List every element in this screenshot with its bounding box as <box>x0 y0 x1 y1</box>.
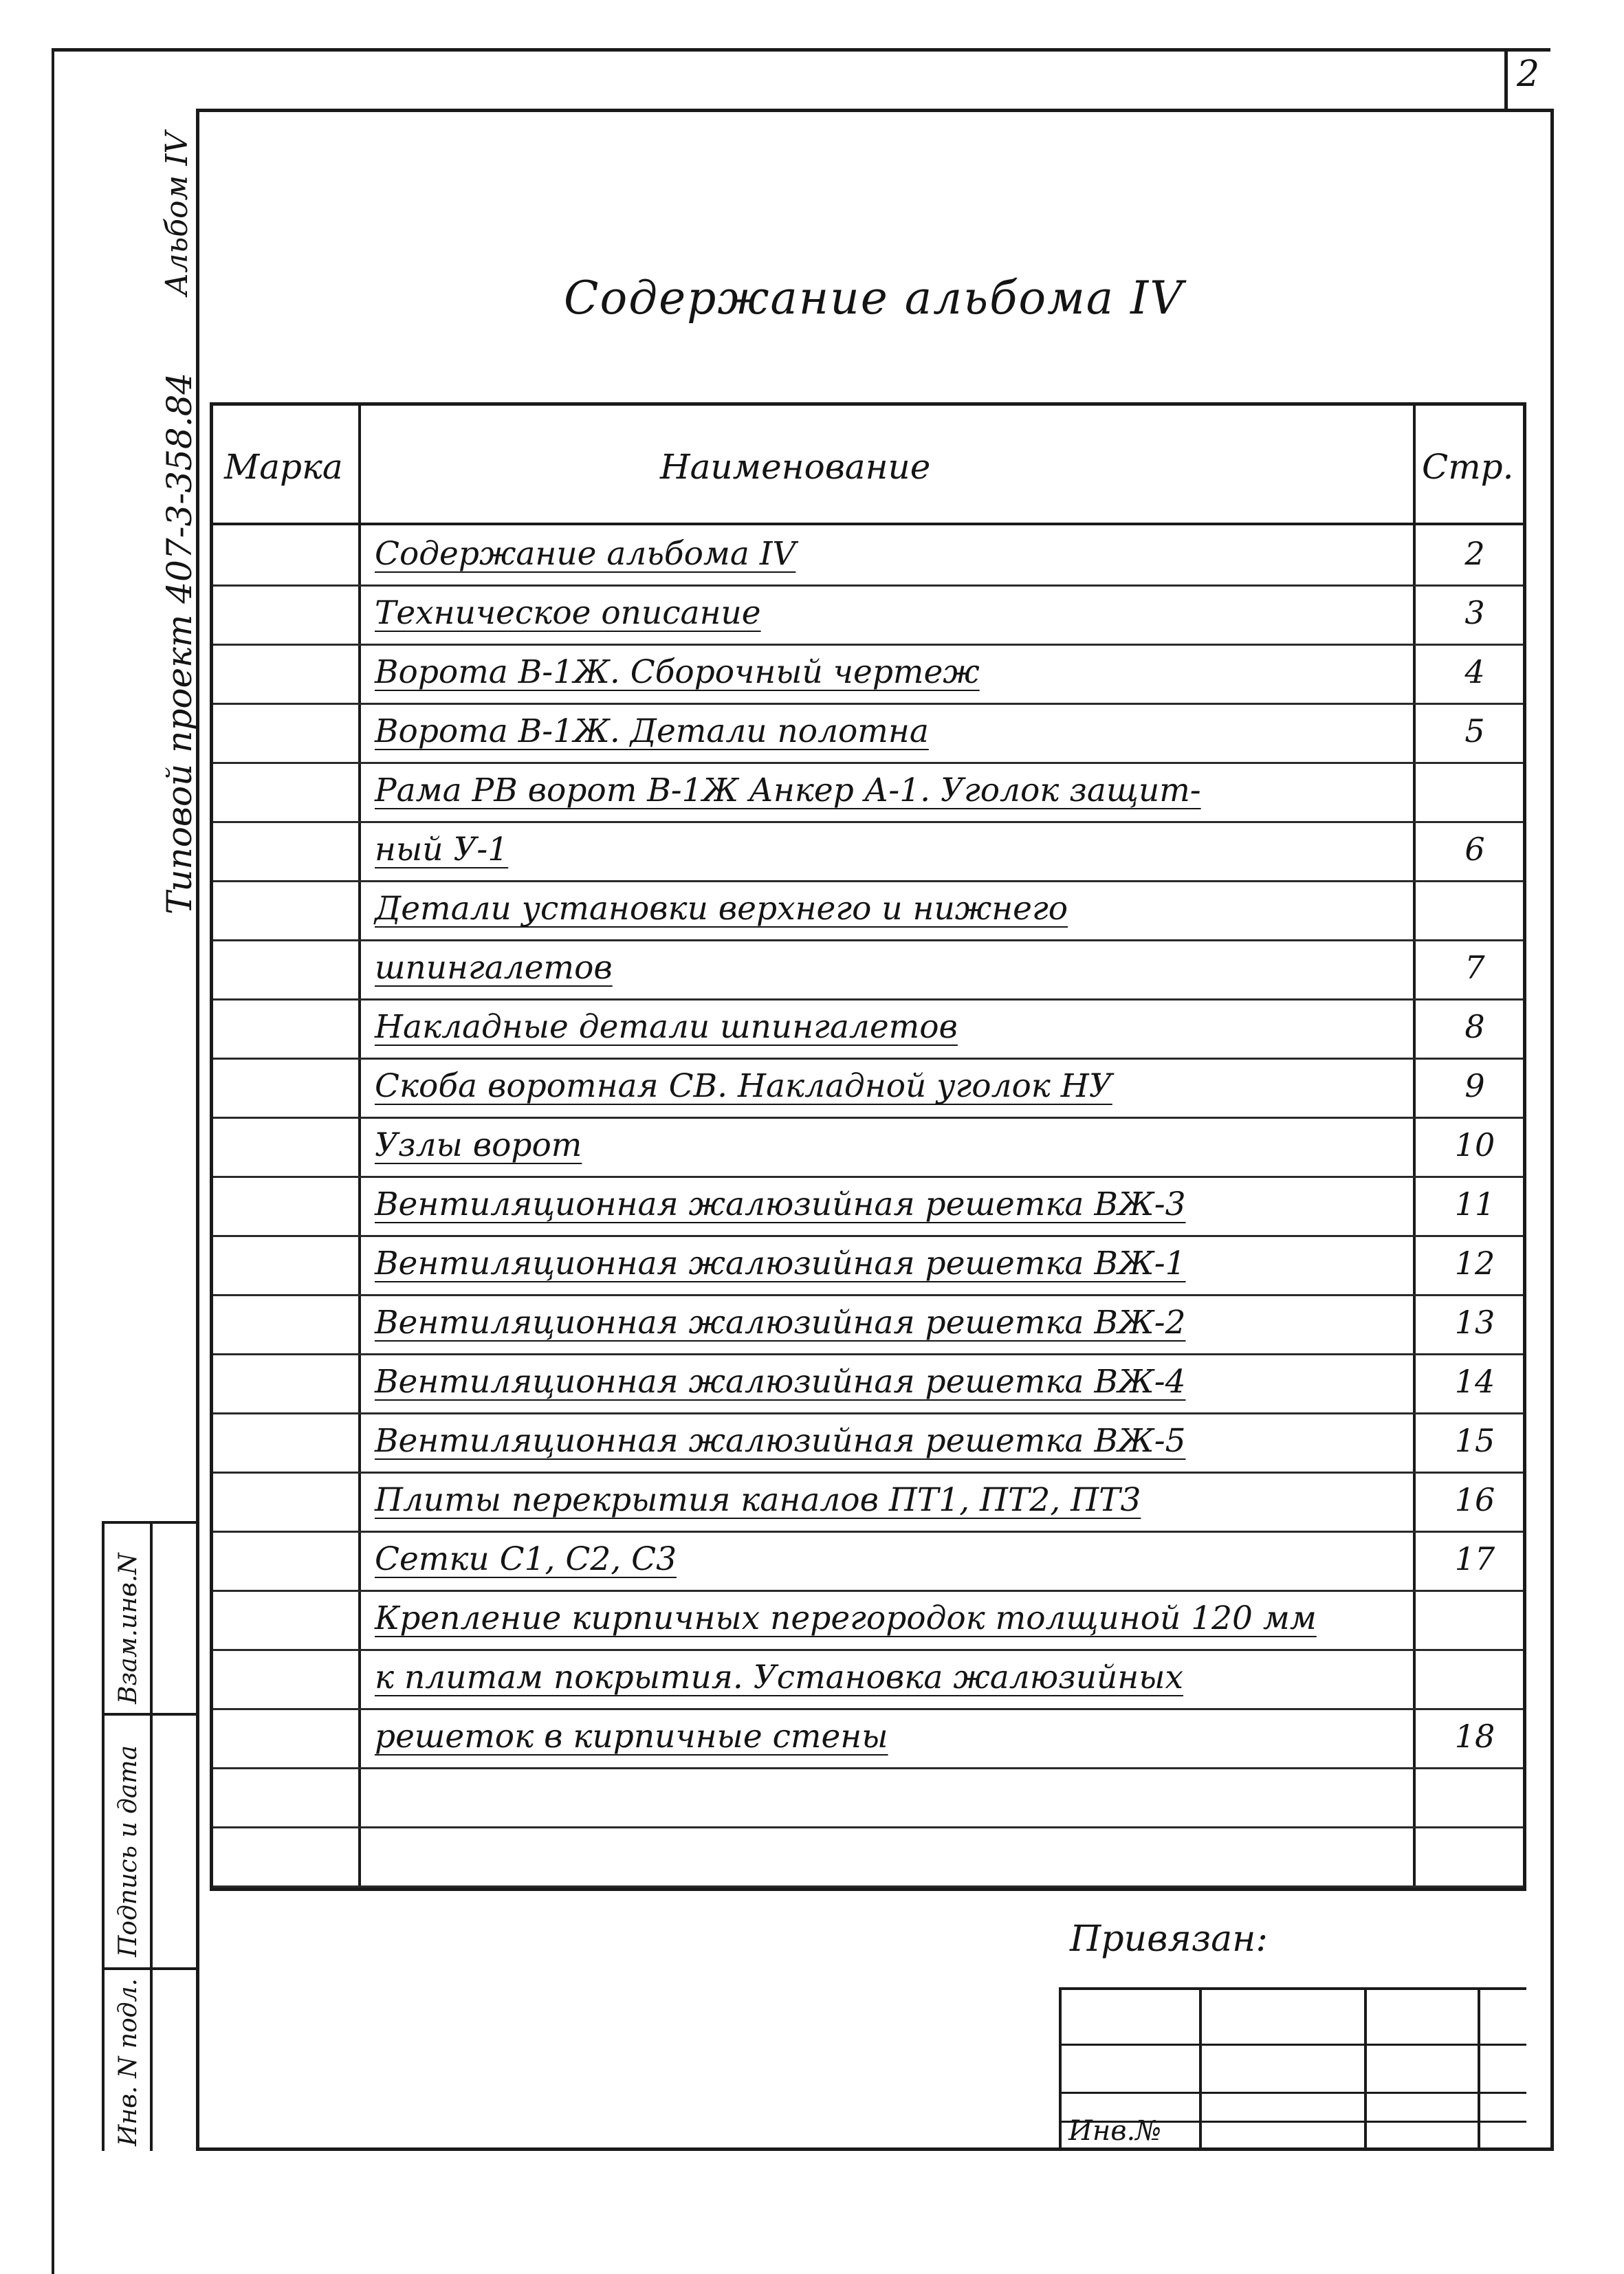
table-row-divider <box>213 703 1523 705</box>
table-row-divider <box>213 1176 1523 1178</box>
table-row-divider <box>213 1531 1523 1533</box>
table-row-divider <box>213 1708 1523 1710</box>
table-row-divider <box>213 1649 1523 1651</box>
stamp-caption: Привязан: <box>1070 1918 1268 1960</box>
header-page: Стр. <box>1422 447 1514 487</box>
table-row-name: ный У-1 <box>375 831 509 868</box>
table-row-divider <box>213 1767 1523 1769</box>
table-row-page: 11 <box>1454 1185 1495 1223</box>
table-row-page: 14 <box>1454 1363 1495 1400</box>
stamp-grid-column <box>1364 1990 1367 2151</box>
stamp-grid-column <box>1199 1990 1202 2151</box>
stamp-grid-line <box>1062 2092 1526 2094</box>
table-row-name: шпингалетов <box>375 949 613 987</box>
column-divider-mark <box>358 406 361 1888</box>
table-row-name: Техническое описание <box>375 594 761 632</box>
table-row-name: Вентиляционная жалюзийная решетка ВЖ-2 <box>375 1304 1186 1342</box>
table-row-name: к плитам покрытия. Установка жалюзийных <box>375 1659 1183 1696</box>
table-row-page: 10 <box>1454 1126 1495 1163</box>
table-row-divider <box>213 1058 1523 1060</box>
document-title: Содержание альбома IV <box>564 272 1184 325</box>
table-row-divider <box>213 584 1523 587</box>
table-row-name: Детали установки верхнего и нижнего <box>375 890 1068 928</box>
table-row-page: 5 <box>1464 712 1485 750</box>
stamp-grid <box>1059 1987 1526 2151</box>
table-row-page: 6 <box>1464 831 1485 868</box>
table-row-divider <box>213 939 1523 941</box>
table-row-name: Узлы ворот <box>375 1126 582 1164</box>
table-row-page: 12 <box>1454 1245 1495 1282</box>
table-row-name: Крепление кирпичных перегородок толщиной 120 мм <box>375 1599 1317 1637</box>
column-divider-page <box>1413 406 1416 1888</box>
table-row-divider <box>213 1235 1523 1237</box>
table-row-divider <box>213 1472 1523 1474</box>
table-row-divider <box>213 1117 1523 1119</box>
page-number: 2 <box>1517 54 1540 95</box>
strip-separator <box>105 1713 199 1716</box>
inventory-number-label: Инв.№ <box>1068 2115 1162 2147</box>
strip-label-original-inv: Инв. N подл. <box>114 1978 142 2146</box>
table-row-divider <box>213 821 1523 823</box>
table-row-page: 18 <box>1454 1718 1495 1755</box>
table-row-name: Вентиляционная жалюзийная решетка ВЖ-1 <box>375 1245 1186 1282</box>
binding-stamp <box>1059 1905 1526 2151</box>
table-row-name: Ворота В-1Ж. Сборочный чертеж <box>375 653 980 691</box>
header-name: Наименование <box>660 447 931 487</box>
table-row-page: 17 <box>1454 1540 1495 1577</box>
table-row-page: 8 <box>1464 1008 1485 1045</box>
table-row-page: 16 <box>1454 1481 1495 1518</box>
table-row-page: 9 <box>1464 1067 1485 1104</box>
stamp-grid-line <box>1062 2044 1526 2046</box>
table-row-page: 13 <box>1454 1304 1495 1341</box>
table-row-page: 4 <box>1464 653 1485 690</box>
project-label: Типовой проект 407-3-358.84 <box>160 372 199 915</box>
stamp-grid-column <box>1478 1990 1480 2151</box>
table-row-divider <box>213 1826 1523 1828</box>
strip-divider <box>150 1524 153 2151</box>
table-row-name: Плиты перекрытия каналов ПТ1, ПТ2, ПТ3 <box>375 1481 1141 1519</box>
table-row-divider <box>213 1885 1523 1888</box>
table-row-divider <box>213 1353 1523 1355</box>
table-row-divider <box>213 762 1523 764</box>
table-row-name: Рама РВ ворот В-1Ж Анкер А-1. Уголок защит- <box>375 772 1201 809</box>
table-row-name: Ворота В-1Ж. Детали полотна <box>375 712 929 750</box>
table-row-page: 7 <box>1464 949 1485 986</box>
table-row-name: Вентиляционная жалюзийная решетка ВЖ-4 <box>375 1363 1186 1401</box>
table-row-divider <box>213 1590 1523 1592</box>
strip-separator <box>105 1967 199 1970</box>
table-row-divider <box>213 644 1523 646</box>
table-row-name: Содержание альбома IV <box>375 535 796 573</box>
album-label: Альбом IV <box>160 131 195 296</box>
table-row-page: 15 <box>1454 1422 1495 1459</box>
table-row-divider <box>213 880 1523 882</box>
table-row-page: 2 <box>1464 535 1485 572</box>
contents-table <box>210 402 1526 1891</box>
strip-label-signature-date: Подпись и дата <box>114 1745 142 1957</box>
strip-label-replacement-inv: Взам.инв.N <box>114 1553 142 1704</box>
table-row-name: решеток в кирпичные стены <box>375 1718 888 1756</box>
table-row-name: Накладные детали шпингалетов <box>375 1008 958 1046</box>
table-row-name: Скоба воротная СВ. Накладной уголок НУ <box>375 1067 1112 1105</box>
table-row-name: Сетки С1, С2, С3 <box>375 1540 677 1578</box>
header-mark: Марка <box>224 447 343 487</box>
approval-strip <box>102 1521 196 2151</box>
table-row-divider <box>213 998 1523 1001</box>
table-row-page: 3 <box>1464 594 1485 631</box>
table-row-name: Вентиляционная жалюзийная решетка ВЖ-5 <box>375 1422 1186 1460</box>
table-row-divider <box>213 1412 1523 1414</box>
table-row-divider <box>213 1294 1523 1296</box>
header-divider <box>213 523 1523 525</box>
table-row-name: Вентиляционная жалюзийная решетка ВЖ-3 <box>375 1185 1186 1223</box>
